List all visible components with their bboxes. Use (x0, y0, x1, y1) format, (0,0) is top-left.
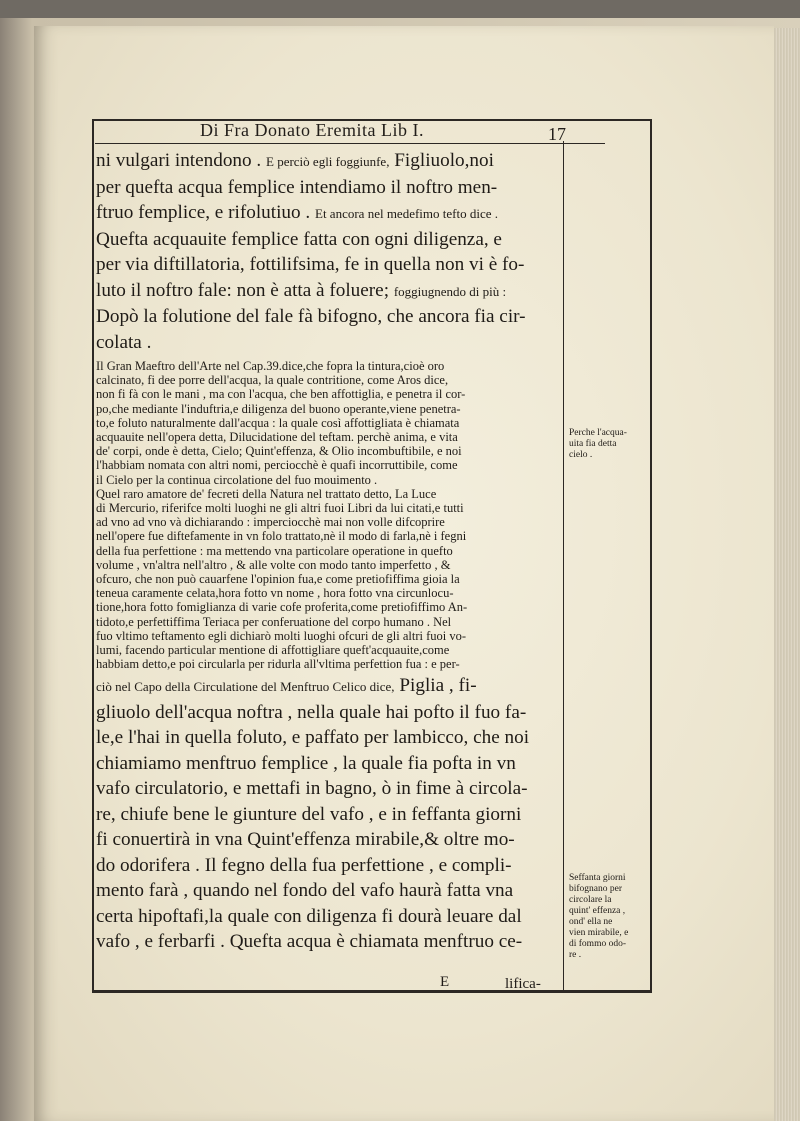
margin-note-line: di fommo odo- (569, 939, 626, 949)
text-line: nell'opere fue diftefamente in vn folo trattato,nè il modo di farla,nè i fegni (96, 529, 467, 544)
text-line: certa hipoftafi,la quale con diligenza fi dourà leuare dal (96, 905, 522, 927)
text-line: ni vulgari intendono . E perciò egli foggiunfe, Figliuolo,noi (96, 150, 494, 171)
paragraph-small-quote (96, 359, 561, 671)
text-line: mento farà , quando nel fondo del vafo haurà fatta vna (96, 880, 514, 902)
text-line: le,e l'hai in quella foluto, e paffato per lambicco, che noi (96, 727, 530, 749)
text-line: Quefta acquauite femplice fatta con ogni diligenza, e (96, 228, 502, 250)
text-line: per via diftillatoria, fottilifsima, fe in quella non vi è fo- (96, 254, 525, 275)
margin-note-line: re . (569, 950, 582, 960)
margin-note-line: Perche l'acqua- (569, 428, 627, 438)
text-line: fi conuertirà in vna Quint'effenza mirabile,& oltre mo- (96, 829, 515, 851)
text-line: non fi fà con le mani , ma con l'acqua, che ben affottiglia, e penetra il cor- (96, 387, 466, 402)
text-line: teneua caramente celata,hora fotto vn nome , hora fotto vna circunlocu- (96, 586, 454, 601)
text-line: ciò nel Capo della Circulatione del Menftruo Celico dice, Piglia , fi- (96, 675, 477, 697)
paragraph-large-2 (96, 673, 561, 955)
running-head: Di Fra Donato Eremita Lib I. (200, 120, 424, 140)
text-line: l'habbiam nomata con altri nomi, perciocchè è quafi incorruttibile, come (96, 458, 458, 473)
text-line: Quel raro amatore de' fecreti della Natura nel trattato detto, La Luce (96, 486, 437, 501)
margin-note-line: ond' ella ne (569, 917, 613, 927)
margin-note-line: quint' effenza , (569, 906, 626, 916)
text-line: fuo vltimo teftamento egli dichiarò molti luoghi ofcuri de gli altri fuoi vo- (96, 628, 467, 643)
text-line: vafo circulatorio, e mettafi in bagno, ò in fime à circola- (96, 778, 528, 800)
margin-note-line: circolare la (569, 895, 612, 905)
text-line: volume , vn'altra nell'altro , & alle volte con modo tanto imperfetto , & (96, 557, 451, 572)
margin-note-line: uita fia detta (569, 439, 617, 449)
bottom-rule (92, 990, 652, 991)
text-line: vafo , e ferbarfi . Quefta acqua è chiamata menftruo ce- (96, 931, 523, 953)
text-line: chiamiamo menftruo femplice , la quale fia pofta in vn (96, 752, 516, 774)
text-line: re, chiufe bene le giunture del vafo , e in feffanta giorni (96, 803, 522, 825)
text-line: il Cielo per la continua circolatione del fuo mouimento . (96, 472, 378, 487)
text-line: luto il noftro fale: non è atta à foluere; foggiugnendo di più : (96, 279, 507, 301)
text-line: lumi, facendo particular mentione di affottigliare queft'acquauite,come (96, 643, 450, 658)
text-line: colata . (96, 331, 152, 353)
margin-note-cielo (569, 428, 647, 461)
page-number: 17 (548, 124, 566, 144)
text-line: to,e foluto naturalmente dall'acqua : la quale così affottigliata è chiamata (96, 415, 460, 430)
text-line: de' corpi, onde è detta, Cielo; Quint'effenza, & Olio incombuftibile, e noi (96, 444, 462, 459)
text-line: per quefta acqua femplice intendiamo il noftro men- (96, 176, 498, 198)
paragraph-large-1 (96, 148, 561, 355)
catchword: lifica- (505, 976, 541, 992)
text-line: gliuolo dell'acqua noftra , nella quale hai pofto il fuo fa- (96, 701, 527, 723)
text-line: ftruo femplice, e rifolutiuo . Et ancora nel medefimo tefto dice . (96, 202, 499, 223)
margin-column-rule (563, 141, 564, 992)
margin-note-line: vien mirabile, e (569, 928, 629, 938)
margin-note-line: cielo . (569, 450, 593, 460)
text-line: po,che mediante l'induftria,e diligenza del buono operante,viene penetra- (96, 401, 461, 416)
text-line: ad vno ad vno và dichiarando : imperciocchè mai non volle difcoprire (96, 515, 445, 530)
text-line: della fua perfettione : ma mettendo vna particolare operatione in quefto (96, 543, 453, 558)
text-line: Il Gran Maeftro dell'Arte nel Cap.39.dice,che fopra la tintura,cioè oro (96, 359, 445, 373)
signature-mark: E (440, 974, 450, 990)
margin-note-sessanta-giorni (569, 873, 647, 961)
text-line: acquauite nell'opera detta, Dilucidatione del teftam. perchè anima, e vita (96, 430, 458, 445)
text-line: tidoto,e perfettiffima Teriaca per conferuatione del corpo humano . Nel (96, 614, 452, 629)
text-line: habbiam detto,e poi circularla per ridurla all'vltima perfettion fua : e per- (96, 657, 460, 672)
text-line: calcinato, fi dee porre dell'acqua, la quale contritione, come Aros dice, (96, 373, 449, 388)
text-line: di Mercurio, riferifce molti luoghi ne gli altri fuoi Libri da lui citati,e tutti (96, 501, 464, 516)
margin-note-line: Seffanta giorni (569, 873, 626, 883)
text-line: Dopò la folutione del fale fà bifogno, che ancora fia cir- (96, 306, 526, 327)
margin-note-line: bifognano per (569, 884, 623, 894)
text-line: ofcuro, che non può cauarfene l'opinion fua,e come pretiofiffima gioia la (96, 572, 460, 587)
text-line: do odorifera . Il fegno della fua perfettione , e compli- (96, 854, 512, 876)
body-text-column (96, 148, 561, 955)
text-line: tione,hora fotto fomiglianza di varie cofe proferita,come pretiofiffimo An- (96, 600, 468, 615)
